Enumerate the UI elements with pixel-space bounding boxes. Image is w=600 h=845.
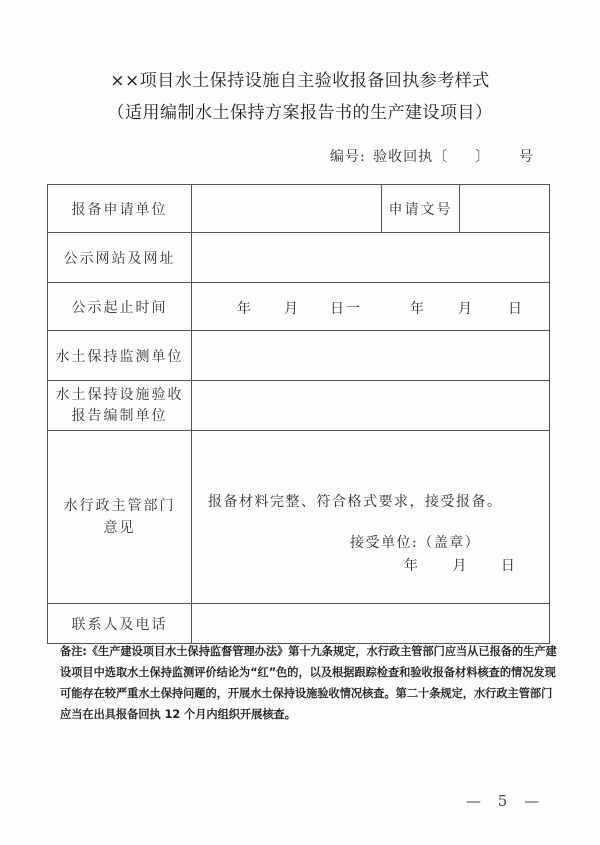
end-year: 年 (410, 301, 426, 317)
application-number-label: 申请文号 (382, 185, 460, 233)
opinion-day: 日 (500, 558, 517, 574)
department-opinion-label (48, 431, 192, 604)
page-title: ××项目水土保持设施自主验收报备回执参考样式 (110, 71, 490, 91)
applicant-label: 报备申请单位 (48, 185, 192, 233)
report-compiler-label-line1: 水土保持设施验收 (55, 386, 184, 403)
department-opinion-label-line2: 意见 (103, 520, 136, 536)
website-label: 公示网站及网址 (48, 233, 192, 283)
row-applicant (48, 185, 550, 233)
row-department-opinion (48, 431, 550, 604)
start-day: 日一 (330, 301, 362, 317)
department-opinion-field[interactable] (192, 431, 550, 604)
report-compiler-label-line2: 报告编制单位 (71, 407, 168, 424)
start-year: 年 (237, 301, 253, 317)
receiver-stamp-label: 接受单位:（盖章） (350, 535, 481, 551)
row-monitoring-unit (48, 331, 550, 381)
publicity-period-label: 公示起止时间 (48, 283, 192, 331)
row-publicity-period (48, 283, 550, 331)
doc-number-suffix: 〕 (475, 149, 491, 165)
page-subtitle: （适用编制水土保持方案报告书的生产建设项目） (107, 103, 493, 123)
doc-number (330, 146, 536, 166)
row-website (48, 233, 550, 283)
opinion-text: 报备材料完整、符合格式要求，接受报备。 (208, 494, 503, 510)
report-compiler-field[interactable] (192, 381, 550, 431)
publicity-period-field[interactable] (192, 283, 550, 331)
end-day: 日 (508, 301, 524, 317)
opinion-date (404, 555, 543, 575)
department-opinion-label-line1: 水行政主管部门 (63, 498, 176, 514)
start-month: 月 (284, 301, 300, 317)
row-contact (48, 604, 550, 644)
doc-number-prefix: 验收回执〔 (373, 149, 449, 165)
applicant-field[interactable] (192, 185, 382, 233)
contact-field[interactable] (192, 604, 550, 644)
remarks-note: 备注:《生产建设项目水土保持监督管理办法》第十九条规定，水行政主管部门应当从已报备的生产建设项目中选取水土保持监测评价结论为“红”色的，以及根据跟踪检查和验收报备材料核查的情况发现可能存在较严重水土保持问题的，开展水土保持设施验收情况核查。第二十条规定，水行政主管部门应当在出具报备回执 12 个月内组织开展核查。 (60, 645, 557, 721)
opinion-year: 年 (404, 558, 420, 574)
page-number: — 5 — (466, 792, 546, 810)
doc-number-unit: 号 (518, 149, 534, 165)
report-compiler-label (48, 381, 192, 431)
application-number-field[interactable] (460, 185, 550, 233)
row-report-compiler (48, 381, 550, 431)
end-month: 月 (458, 301, 474, 317)
contact-label: 联系人及电话 (48, 604, 192, 644)
opinion-month: 月 (452, 558, 469, 574)
doc-number-label: 编号: (330, 149, 366, 165)
monitoring-unit-label: 水土保持监测单位 (48, 331, 192, 381)
website-field[interactable] (192, 233, 550, 283)
receipt-form-table (47, 184, 550, 644)
monitoring-unit-field[interactable] (192, 331, 550, 381)
